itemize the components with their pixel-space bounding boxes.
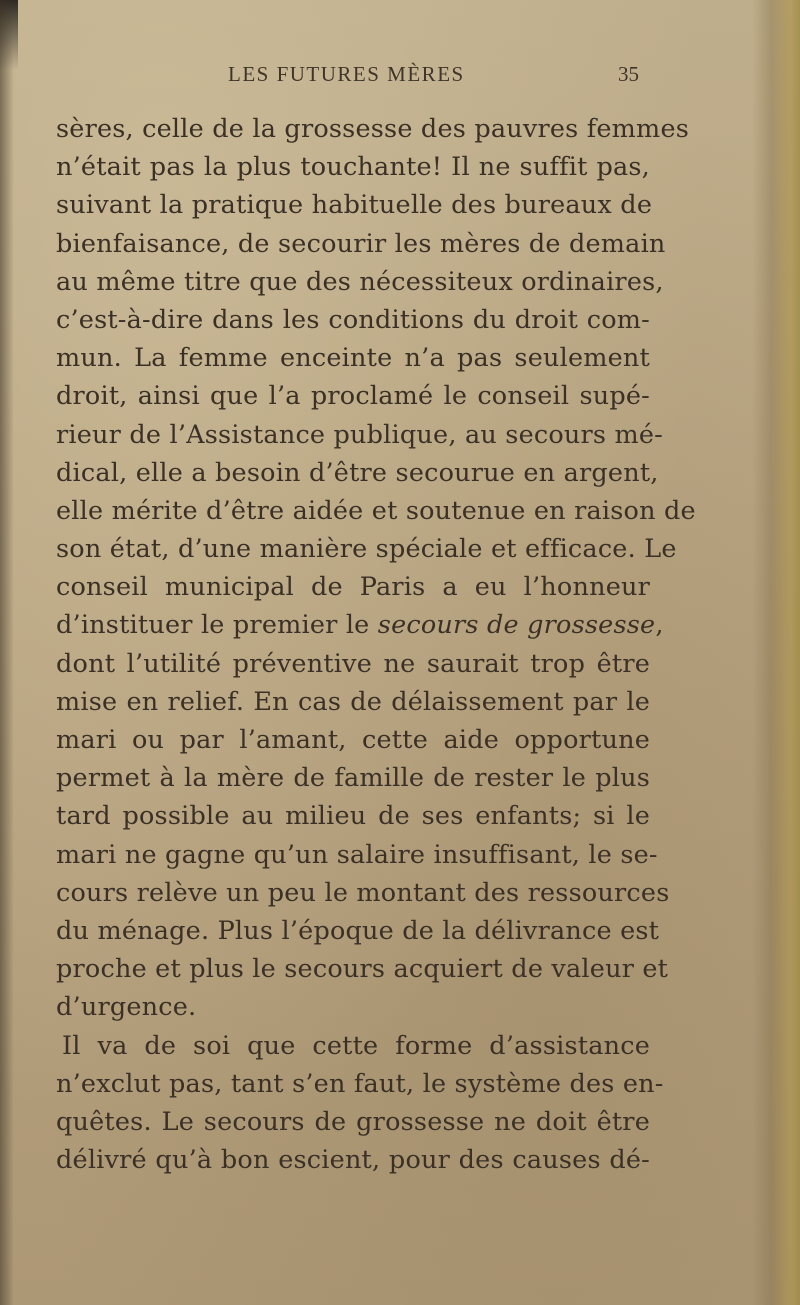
text-line: proche et plus le secours acquiert de valeur et bbox=[56, 954, 669, 985]
text-line: bienfaisance, de secourir les mères de demain bbox=[56, 228, 666, 259]
text-line: mari ou par l’amant, cette aide opportune bbox=[56, 725, 650, 755]
text-line: délivré qu’à bon escient, pour des causes dé- bbox=[56, 1145, 650, 1176]
text-line: elle mérite d’être aidée et soutenue en raison de bbox=[56, 495, 696, 526]
text-line: tard possible au milieu de ses enfants; si le bbox=[56, 801, 650, 832]
paragraph-end-line: d’urgence. bbox=[56, 992, 197, 1023]
text-line: cours relève un peu le montant des ressources bbox=[56, 877, 670, 908]
text-line: n’était pas la plus touchante! Il ne suffit pas, bbox=[56, 152, 650, 183]
text-segment: d’instituer le premier le bbox=[56, 610, 378, 641]
paragraph-start-line: Il va de soi que cette forme d’assistance bbox=[62, 1030, 650, 1061]
text-line: permet à la mère de famille de rester le plus bbox=[56, 763, 650, 794]
text-line: conseil municipal de Paris a eu l’honneur bbox=[56, 572, 650, 603]
text-line: mari ne gagne qu’un salaire insuffisant, le se- bbox=[56, 839, 658, 870]
text-line: rieur de l’Assistance publique, au secours mé- bbox=[56, 419, 663, 450]
text-line: n’exclut pas, tant s’en faut, le système des en- bbox=[56, 1068, 664, 1099]
text-line: droit, ainsi que l’a proclamé le conseil supé- bbox=[56, 381, 650, 412]
text-line: suivant la pratique habituelle des bureaux de bbox=[56, 190, 653, 221]
text-line: son état, d’une manière spéciale et efficace. Le bbox=[56, 534, 677, 565]
running-head bbox=[0, 62, 800, 94]
page-right-edge bbox=[752, 0, 800, 1305]
text-line: mun. La femme enceinte n’a pas seulement bbox=[56, 343, 650, 374]
text-line: dont l’utilité préventive ne saurait trop être bbox=[56, 648, 650, 679]
page-left-shadow bbox=[0, 0, 14, 1305]
page-number: 35 bbox=[618, 62, 639, 86]
running-title: LES FUTURES MÈRES bbox=[228, 62, 465, 86]
text-line: sères, celle de la grossesse des pauvres femmes bbox=[56, 114, 690, 144]
text-line: quêtes. Le secours de grossesse ne doit être bbox=[56, 1106, 650, 1137]
italic-term: secours de grossesse bbox=[377, 610, 656, 641]
text-line-with-italic bbox=[56, 606, 664, 644]
text-line: dical, elle a besoin d’être secourue en argent, bbox=[56, 457, 659, 488]
body-text bbox=[56, 110, 696, 1179]
text-line: du ménage. Plus l’époque de la délivrance est bbox=[56, 915, 660, 946]
text-segment: , bbox=[655, 610, 664, 641]
text-line: mise en relief. En cas de délaissement par le bbox=[56, 686, 650, 717]
text-line: au même titre que des nécessiteux ordinaires, bbox=[56, 266, 664, 297]
text-line: c’est-à-dire dans les conditions du droit com- bbox=[56, 304, 650, 335]
